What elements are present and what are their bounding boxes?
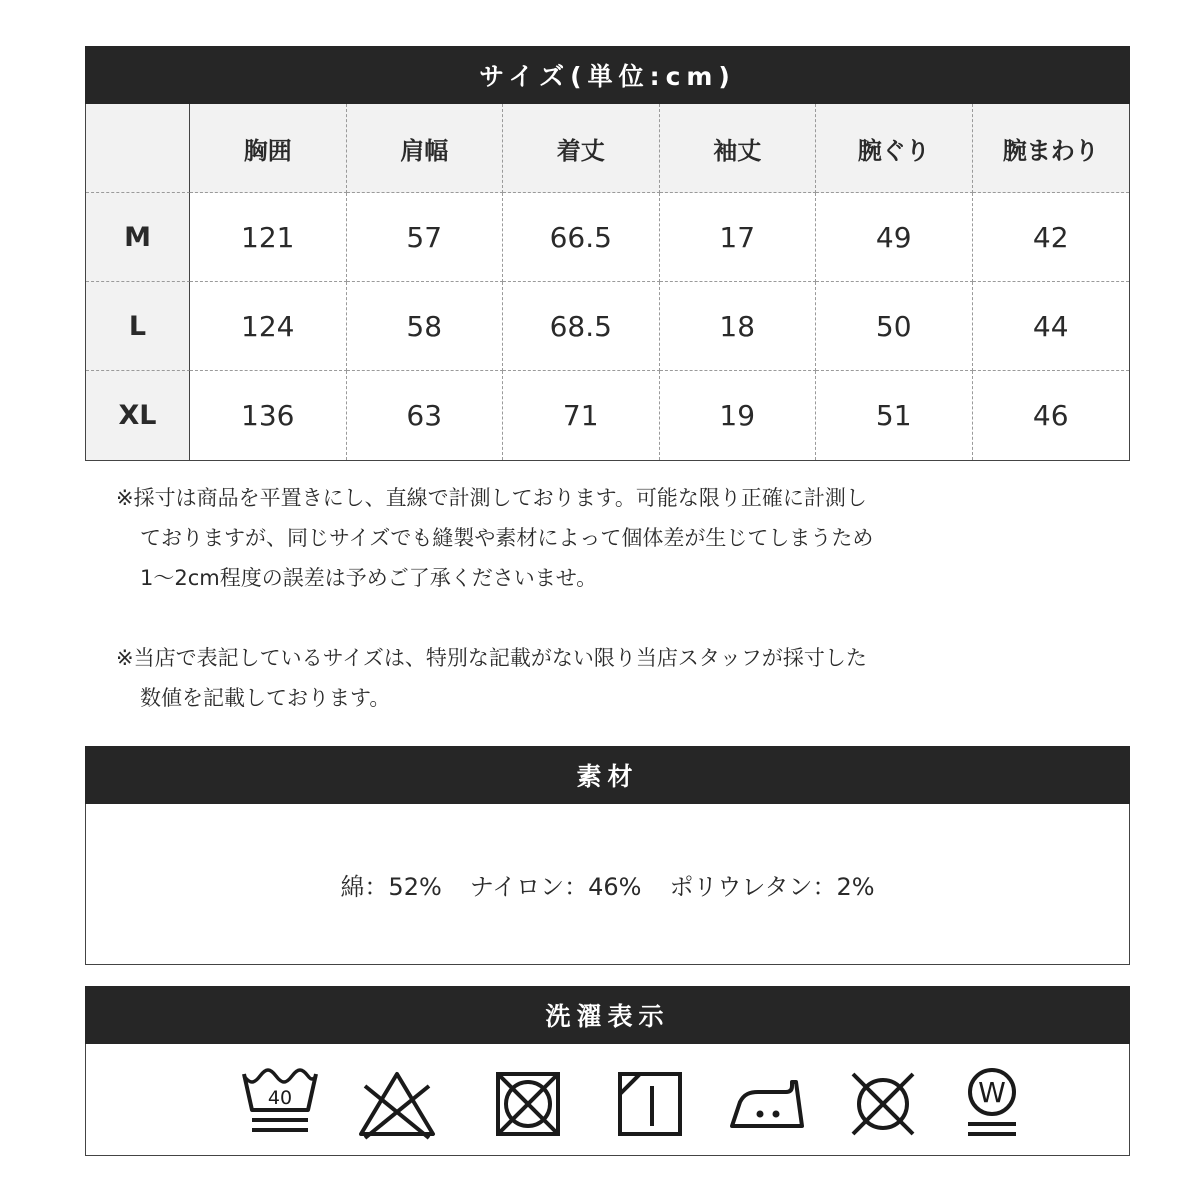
no-tumble-dry-icon bbox=[488, 1068, 568, 1140]
column-header: 肩幅 bbox=[347, 104, 504, 193]
column-header: 腕まわり bbox=[973, 104, 1130, 193]
no-bleach-icon bbox=[357, 1068, 437, 1140]
material-box bbox=[85, 804, 1130, 965]
table-cell: 44 bbox=[973, 282, 1130, 371]
table-cell: 63 bbox=[347, 371, 504, 460]
material-item: 綿：52% bbox=[340, 872, 442, 901]
table-cell: 50 bbox=[816, 282, 973, 371]
material-item: ナイロン：46% bbox=[469, 872, 642, 901]
table-cell: 49 bbox=[816, 193, 973, 282]
wet-clean-gentle-icon bbox=[952, 1068, 1032, 1140]
note-line: ておりますが、同じサイズでも縫製や素材によって個体差が生じてしまうため bbox=[140, 526, 874, 550]
column-header: 腕ぐり bbox=[816, 104, 973, 193]
size-notes bbox=[116, 478, 1116, 718]
table-cell: 121 bbox=[190, 193, 347, 282]
table-cell: 57 bbox=[347, 193, 504, 282]
material-section-title: 素材 bbox=[85, 746, 1130, 804]
care-section-title: 洗濯表示 bbox=[85, 986, 1130, 1044]
wash-temperature-label: 40 bbox=[267, 1087, 293, 1109]
wet-clean-letter: W bbox=[978, 1076, 1006, 1109]
table-cell: 46 bbox=[1032, 399, 1069, 432]
column-header: 着丈 bbox=[503, 104, 660, 193]
column-header: 胸囲 bbox=[190, 104, 347, 193]
table-cell: 66.5 bbox=[503, 193, 660, 282]
row-header: XL bbox=[86, 371, 190, 460]
row-header: L bbox=[86, 282, 190, 371]
table-cell: 17 bbox=[660, 193, 817, 282]
row-header: M bbox=[86, 193, 190, 282]
table-corner-cell bbox=[86, 104, 190, 193]
material-item: ポリウレタン：2% bbox=[669, 872, 875, 901]
note-line: 数値を記載しております。 bbox=[140, 686, 391, 710]
note-line: ※当店で表記しているサイズは、特別な記載がない限り当店スタッフが採寸した bbox=[116, 646, 867, 670]
line-dry-icon bbox=[610, 1068, 690, 1140]
table-cell: 58 bbox=[347, 282, 504, 371]
care-label-box bbox=[85, 1044, 1130, 1156]
table-cell: 18 bbox=[660, 282, 817, 371]
wash-40-gentle-icon bbox=[240, 1068, 320, 1140]
table-cell: 19 bbox=[660, 371, 817, 460]
note-line: 1〜2cm程度の誤差は予めご了承くださいませ。 bbox=[140, 566, 598, 590]
table-cell: 124 bbox=[190, 282, 347, 371]
iron-medium-icon bbox=[726, 1068, 806, 1140]
column-header: 袖丈 bbox=[660, 104, 817, 193]
table-cell: 136 bbox=[190, 371, 347, 460]
note-line: ※採寸は商品を平置きにし、直線で計測しております。可能な限り正確に計測し bbox=[116, 486, 867, 510]
table-cell: 68.5 bbox=[503, 282, 660, 371]
table-cell: 42 bbox=[973, 193, 1130, 282]
table-cell: 51 bbox=[816, 371, 973, 460]
size-section-title: サイズ(単位:cm) bbox=[85, 46, 1130, 104]
no-dry-clean-icon bbox=[843, 1068, 923, 1140]
table-cell: 71 bbox=[503, 371, 660, 460]
size-table bbox=[85, 104, 1130, 461]
